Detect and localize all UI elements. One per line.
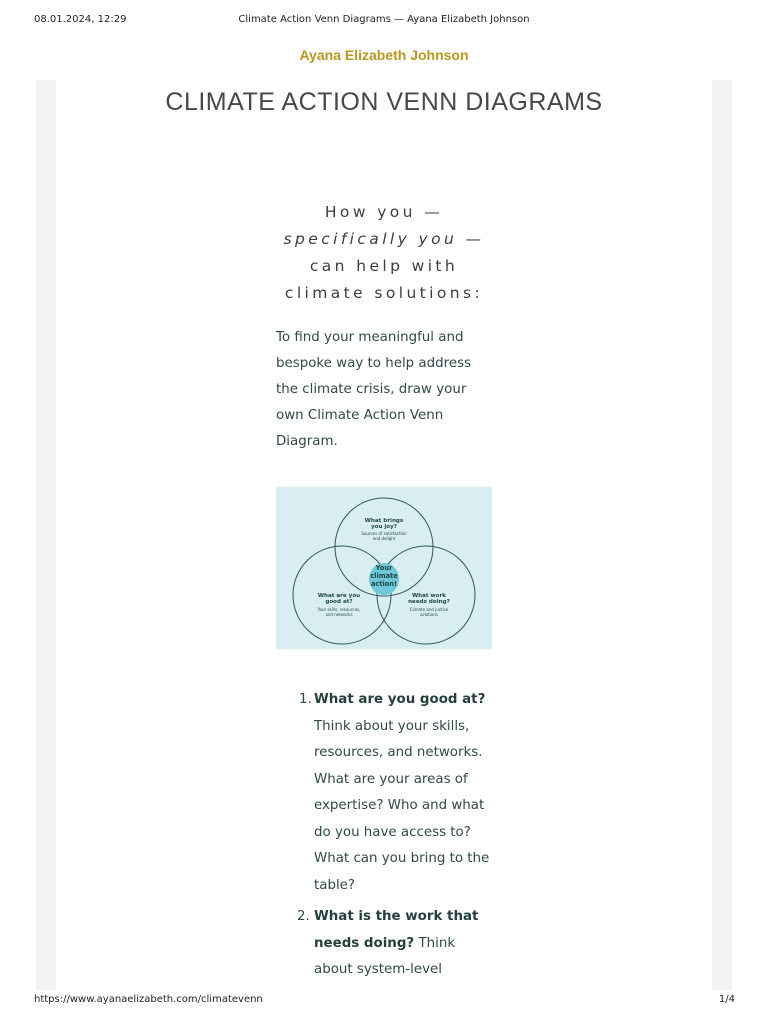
- intro-line: To find your meaningful and: [276, 330, 464, 345]
- numbered-list: [276, 687, 506, 984]
- venn-left-sub-2: and networks: [325, 612, 353, 617]
- intro-line: bespoke way to help address: [276, 356, 472, 371]
- list-number: 1.: [299, 692, 312, 707]
- intro-line: own Climate Action Venn: [276, 408, 444, 423]
- venn-center-2: climate: [370, 572, 398, 580]
- subtitle-emphasis: specifically you: [283, 230, 458, 248]
- list-item-line: about system-level: [314, 962, 442, 977]
- subtitle-dash: —: [457, 230, 485, 248]
- page-title: CLIMATE ACTION VENN DIAGRAMS: [165, 88, 603, 116]
- site-name-link[interactable]: Ayana Elizabeth Johnson: [299, 47, 469, 63]
- intro-line: Diagram.: [276, 434, 338, 449]
- subtitle-line-4: climate solutions:: [284, 284, 484, 302]
- print-doc-title: Climate Action Venn Diagrams — Ayana Elizabeth Johnson: [238, 14, 530, 25]
- venn-top-title-1: What brings: [364, 518, 404, 524]
- list-item-line: What can you bring to the: [314, 851, 490, 866]
- list-item-line: expertise? Who and what: [314, 798, 485, 813]
- list-number: 2.: [297, 909, 310, 924]
- list-item-heading-2: needs doing? Think: [314, 935, 456, 951]
- venn-left-sub-1: Your skills, resources,: [317, 607, 361, 612]
- venn-diagram-image: [276, 487, 492, 649]
- list-item-line: table?: [314, 877, 356, 893]
- venn-diagram: [276, 487, 492, 649]
- subtitle: [234, 199, 534, 307]
- venn-right-sub-2: solutions: [420, 612, 438, 617]
- print-url: https://www.ayanaelizabeth.com/climatevenn: [34, 994, 263, 1005]
- list-item-line: Think about your skills,: [314, 718, 470, 734]
- venn-right-title-1: What work: [411, 593, 447, 599]
- venn-right-sub-1: Climate and justice: [409, 607, 449, 612]
- intro-paragraph: [276, 325, 496, 455]
- list-item: [276, 687, 506, 899]
- venn-left-title-1: What are you: [317, 593, 361, 599]
- subtitle-line-2: [234, 226, 534, 253]
- list-item-heading: What is the work that: [314, 909, 479, 924]
- list-item-line: do you have access to?: [314, 824, 471, 840]
- venn-top-sub-1: Sources of satisfaction: [361, 531, 407, 536]
- list-item-heading: What are you good at?: [314, 692, 486, 707]
- venn-top-sub-2: and delight: [372, 536, 396, 541]
- venn-top-title-2: you joy?: [370, 524, 398, 530]
- print-date: 08.01.2024, 12:29: [34, 14, 127, 25]
- page-frame-right: [712, 80, 732, 990]
- print-page-number: 1/4: [718, 994, 735, 1005]
- venn-center-3: action!: [370, 580, 398, 588]
- subtitle-line-1: How you —: [324, 203, 444, 221]
- list-item-line: What are your areas of: [314, 771, 468, 787]
- venn-right-title-2: needs doing?: [408, 599, 450, 605]
- venn-center-1: Your: [375, 564, 393, 572]
- venn-left-title-2: good at?: [325, 599, 353, 605]
- intro-line: the climate crisis, draw your: [276, 382, 467, 397]
- list-item: [276, 904, 506, 984]
- list-item-line: resources, and networks.: [314, 745, 483, 760]
- subtitle-line-3: can help with: [309, 257, 459, 275]
- page-frame-left: [36, 80, 56, 990]
